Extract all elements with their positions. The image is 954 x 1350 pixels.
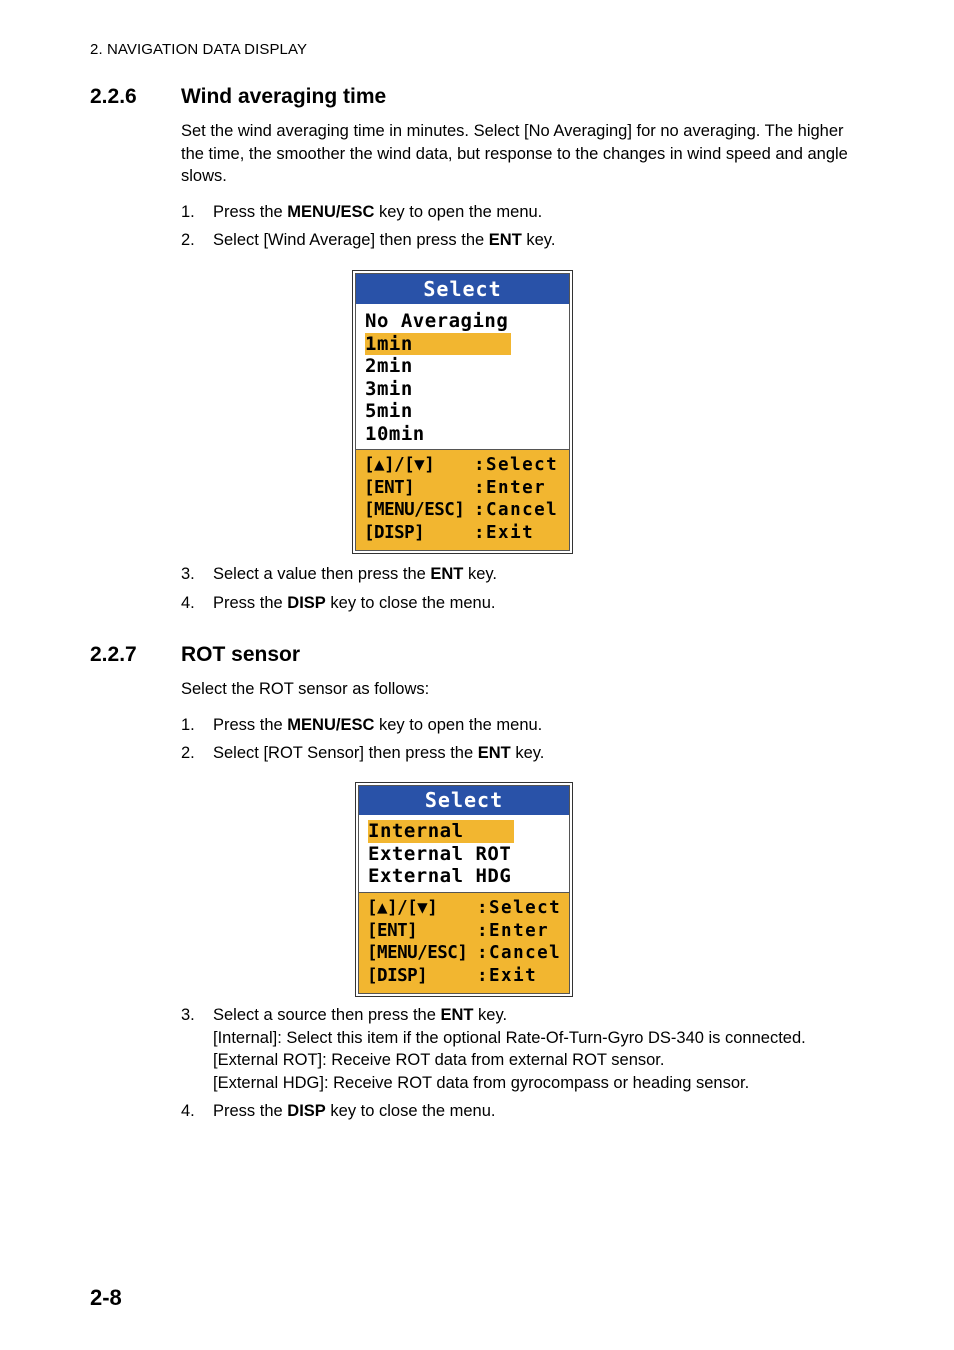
section-number: 2.2.6 bbox=[90, 85, 137, 108]
key-guide-row: [ENT] :Enter bbox=[364, 477, 547, 498]
key-guide-row: [DISP] :Exit bbox=[367, 965, 538, 986]
wind-average-menu-screen bbox=[352, 270, 573, 554]
step-item: 2. Select [ROT Sensor] then press the ENT key. bbox=[181, 744, 545, 762]
step-note: [External HDG]: Receive ROT data from gyrocompass or heading sensor. bbox=[213, 1073, 750, 1092]
intro-paragraph: Set the wind averaging time in minutes. Select [No Averaging] for no averaging. The higher the time, the smoother the wind data, but response to the changes in wind speed and angle slows. bbox=[181, 122, 848, 185]
step-item: 1. Press the MENU/ESC key to open the menu. bbox=[181, 203, 543, 221]
key-guide-row: [▲]/[▼] :Select bbox=[364, 455, 559, 475]
key-guide-row: [MENU/ESC] :Cancel bbox=[367, 943, 562, 963]
menu-key-guide bbox=[356, 449, 569, 550]
rot-sensor-menu-screen bbox=[355, 782, 573, 997]
menu-option-external-hdg[interactable]: External HDG bbox=[368, 865, 512, 887]
menu-header: Select bbox=[356, 274, 569, 304]
menu-option-1min[interactable]: 1min bbox=[365, 333, 569, 356]
menu-option-10min[interactable]: 10min bbox=[365, 422, 425, 445]
intro-paragraph: Select the ROT sensor as follows: bbox=[181, 680, 430, 698]
step-item: 3. Select a source then press the ENT key. [Internal]: Select this item if the optional Rate-Of-Turn-Gyro DS-340 is connected. [External ROT]: Receive ROT data from external ROT sensor. [External HDG]: Receive ROT data from gyrocompass or heading sensor. bbox=[181, 1004, 806, 1094]
menu-option-2min[interactable]: 2min bbox=[365, 355, 413, 377]
menu-option-no-averaging[interactable]: No Averaging bbox=[365, 310, 509, 332]
step-item: 2. Select [Wind Average] then press the ENT key. bbox=[181, 231, 556, 249]
menu-option-5min[interactable]: 5min bbox=[365, 400, 413, 422]
menu-list bbox=[359, 815, 569, 888]
menu-option-internal[interactable]: Internal bbox=[368, 820, 569, 843]
section-title: ROT sensor bbox=[181, 643, 301, 666]
section-number: 2.2.7 bbox=[90, 643, 137, 666]
step-item: 4. Press the DISP key to close the menu. bbox=[181, 594, 496, 612]
step-item: 4. Press the DISP key to close the menu. bbox=[181, 1102, 496, 1120]
key-guide-row: [DISP] :Exit bbox=[364, 522, 535, 543]
running-head: 2. NAVIGATION DATA DISPLAY bbox=[90, 41, 308, 58]
step-note: [External ROT]: Receive ROT data from external ROT sensor. bbox=[213, 1051, 665, 1069]
menu-header: Select bbox=[359, 786, 569, 815]
step-item: 1. Press the MENU/ESC key to open the menu. bbox=[181, 716, 543, 734]
key-guide-row: [ENT] :Enter bbox=[367, 920, 550, 941]
step-item: 3. Select a value then press the ENT key. bbox=[181, 565, 498, 583]
section-title: Wind averaging time bbox=[181, 85, 387, 108]
menu-list bbox=[356, 304, 569, 445]
menu-key-guide bbox=[359, 892, 569, 993]
menu-option-external-rot[interactable]: External ROT bbox=[368, 842, 512, 865]
key-guide-row: [MENU/ESC] :Cancel bbox=[364, 500, 559, 520]
menu-option-3min[interactable]: 3min bbox=[365, 377, 413, 400]
page-number: 2-8 bbox=[90, 1285, 122, 1310]
step-note: [Internal]: Select this item if the optional Rate-Of-Turn-Gyro DS-340 is connected. bbox=[213, 1028, 806, 1047]
key-guide-row: [▲]/[▼] :Select bbox=[367, 898, 562, 918]
